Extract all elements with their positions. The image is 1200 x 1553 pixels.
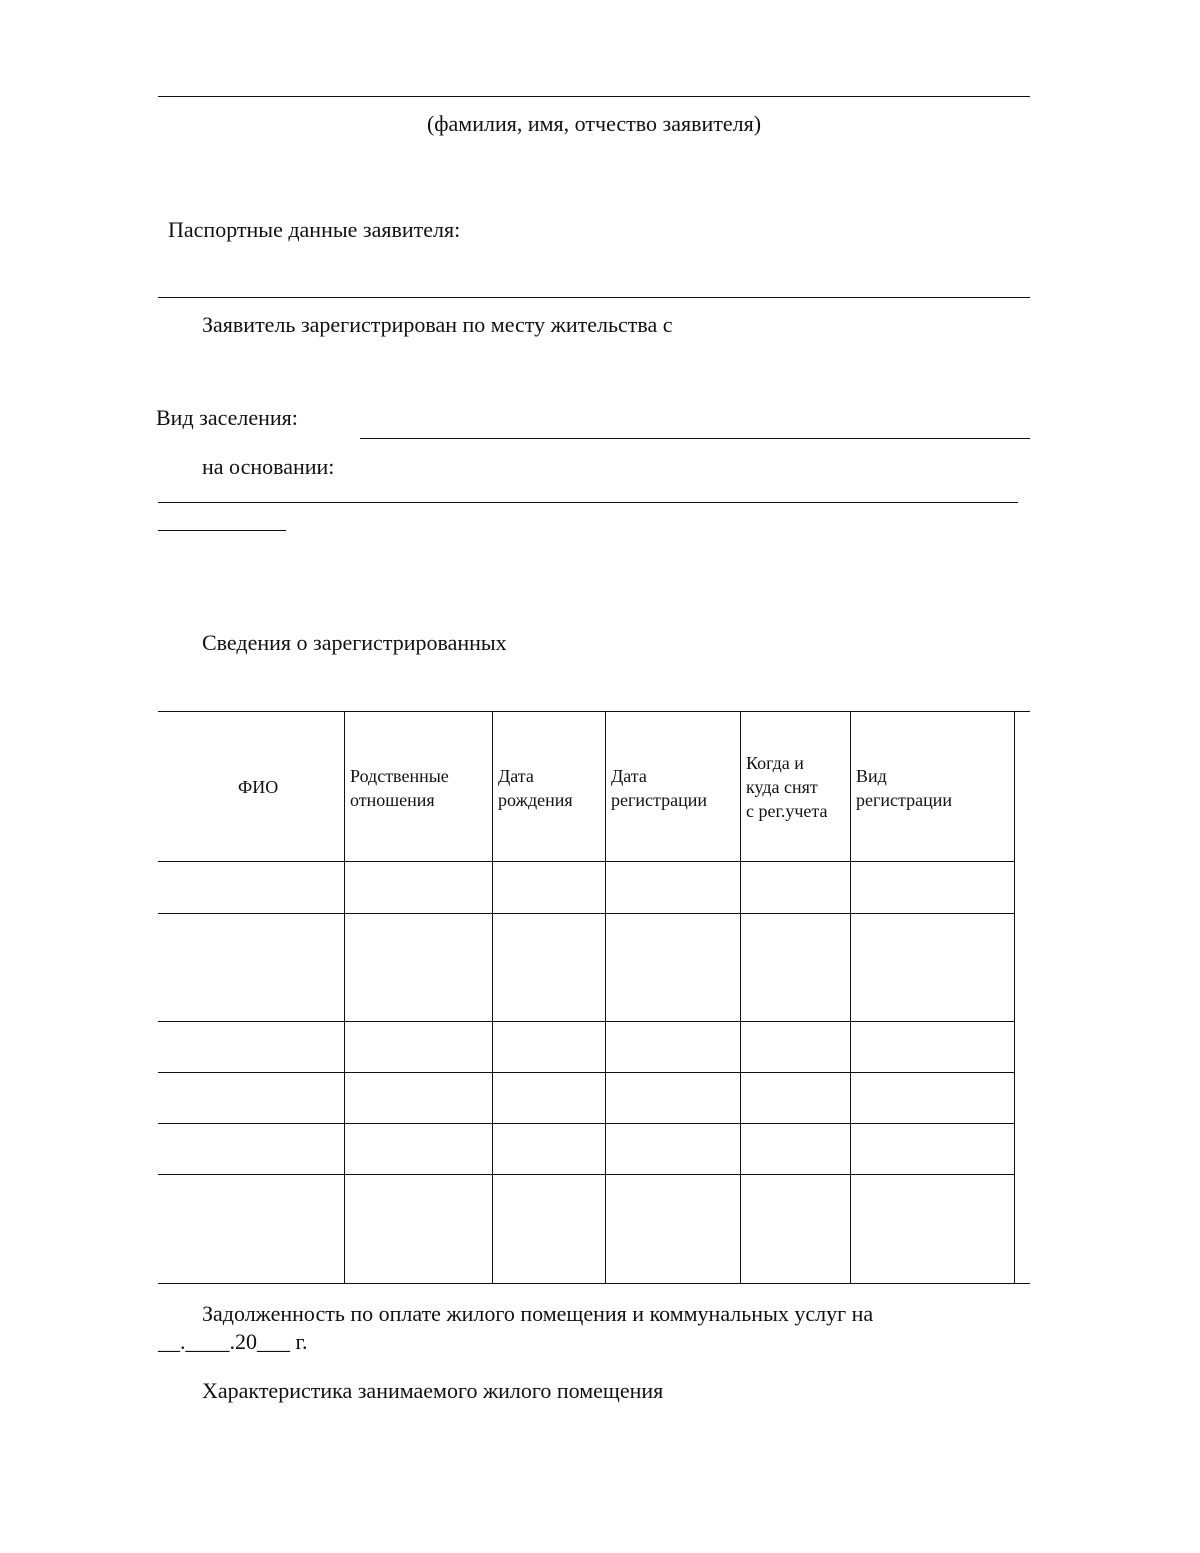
basis-line-2[interactable]: [158, 530, 286, 531]
basis-label: на основании:: [202, 454, 335, 479]
settlement-type-line[interactable]: [360, 438, 1030, 439]
registered-persons-table: [158, 711, 1030, 1284]
table-column-border: [1014, 711, 1015, 1284]
table-column-border: [740, 711, 741, 1284]
housing-characteristics-title: Характеристика занимаемого жилого помещения: [202, 1378, 664, 1403]
table-header-bottom-border: [158, 861, 1014, 862]
basis-line-1[interactable]: [158, 502, 1018, 503]
table-row-border: [158, 1021, 1014, 1022]
table-column-border: [850, 711, 851, 1284]
table-bottom-border: [158, 1283, 1030, 1284]
applicant-name-caption: (фамилия, имя, отчество заявителя): [426, 111, 762, 136]
column-header-registration-type: Вид регистрации: [856, 766, 952, 810]
table-top-border: [158, 711, 1030, 712]
debt-label: Задолженность по оплате жилого помещения и коммунальных услуг на: [202, 1301, 874, 1326]
table-column-border: [492, 711, 493, 1284]
column-header-fio: ФИО: [238, 777, 279, 797]
column-header-registration-date: Дата регистрации: [611, 766, 707, 810]
table-row-border: [158, 1123, 1014, 1124]
table-row-border: [158, 1174, 1014, 1175]
table-column-border: [344, 711, 345, 1284]
column-header-birth-date: Дата рождения: [498, 766, 573, 810]
registered-section-title: Сведения о зарегистрированных: [202, 630, 507, 655]
column-header-relationship: Родственные отношения: [350, 766, 449, 810]
table-column-border: [605, 711, 606, 1284]
column-header-deregistration: Когда и куда снят с рег.учета: [746, 753, 828, 821]
passport-label: Паспортные данные заявителя:: [168, 217, 461, 242]
table-row-border: [158, 1072, 1014, 1073]
settlement-type-label: Вид заселения:: [156, 405, 298, 430]
applicant-name-line[interactable]: [158, 96, 1030, 97]
registered-since-label: Заявитель зарегистрирован по месту жительства с: [202, 312, 673, 337]
debt-date-field[interactable]: __.____.20___ г.: [158, 1329, 308, 1354]
passport-line[interactable]: [158, 297, 1030, 298]
table-row-border: [158, 913, 1014, 914]
